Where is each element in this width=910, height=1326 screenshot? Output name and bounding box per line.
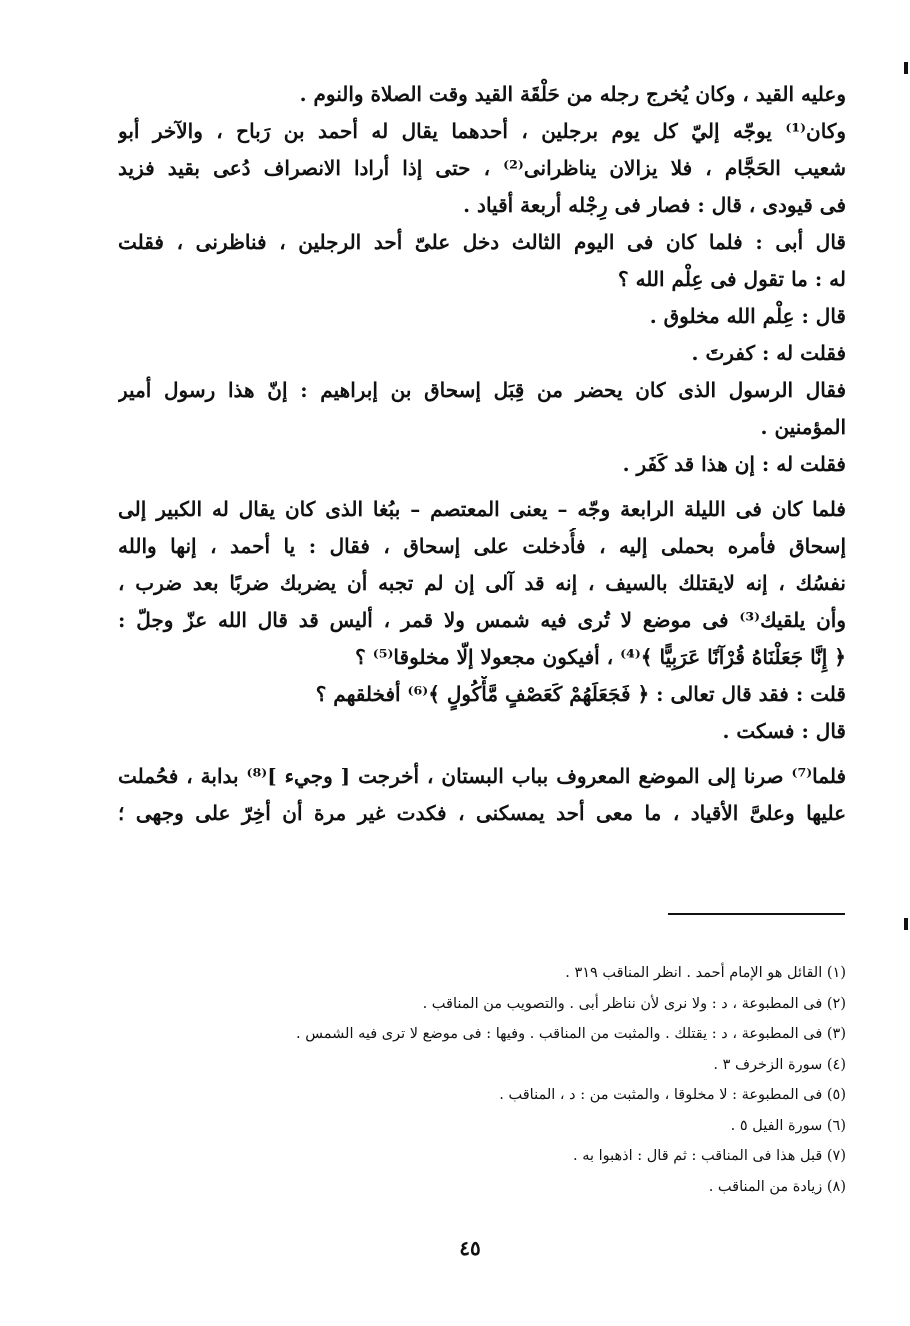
text-line: فلما كان فى الليلة الرابعة وجّه – يعنى المعتصم – ببُغا الذى كان يقال له الكبير إلى <box>118 497 846 521</box>
text-line: وكان⁽¹⁾ يوجّه إليّ كل يوم برجلين ، أحدهما يقال له أحمد بن رَباح ، والآخر أبو <box>118 119 846 143</box>
footnote: (٣) فى المطبوعة ، د : يقتلك . والمثبت من المناقب . وفيها : فى موضع لا ترى فيه الشمس . <box>296 1026 846 1042</box>
text-line: وعليه القيد ، وكان يُخرج رجله من حَلْقَة القيد وقت الصلاة والنوم . <box>299 82 846 106</box>
text-line: قلت : فقد قال تعالى : ﴿ فَجَعَلَهُمْ كَعَصْفٍ مَّأْكُولٍ ﴾⁽⁶⁾ أفخلقهم ؟ <box>315 682 846 706</box>
footnote: (٨) زيادة من المناقب . <box>708 1178 846 1195</box>
text-line: فقلت له : إن هذا قد كَفَر . <box>622 452 846 476</box>
text-line: المؤمنين . <box>760 415 846 439</box>
page-edge-mark <box>904 918 908 930</box>
text-line: نفسُك ، إنه لايقتلك بالسيف ، إنه قد آلى إن لم تجبه أن يضربك ضربًا بعد ضرب ، <box>118 571 846 595</box>
text-line: وأن يلقيك⁽³⁾ فى موضع لا تُرى فيه شمس ولا قمر ، أليس قد قال الله عزّ وجلّ : <box>118 608 846 632</box>
page-number: ٤٥ <box>459 1236 481 1260</box>
footnotes <box>118 958 846 1202</box>
footnote: (٥) فى المطبوعة : لا مخلوقا ، والمثبت من : د ، المناقب . <box>499 1087 846 1103</box>
text-line: قال أبى : فلما كان فى اليوم الثالث دخل علىّ أحد الرجلين ، فناظرنى ، فقلت <box>118 230 846 254</box>
text-line: فقال الرسول الذى كان يحضر من قِبَل إسحاق بن إبراهيم : إنّ هذا رسول أمير <box>118 378 846 402</box>
text-line: قال : فسكت . <box>722 719 846 743</box>
footnote-separator <box>668 913 845 915</box>
footnote: (١) القائل هو الإمام أحمد . انظر المناقب ٣١٩ . <box>565 965 846 981</box>
text-line: فلما⁽⁷⁾ صرنا إلى الموضع المعروف بباب البستان ، أخرجت [ وجيء ]⁽⁸⁾ بدابة ، فحُملت <box>118 764 846 788</box>
text-line: عليها وعلىَّ الأقياد ، ما معى أحد يمسكنى ، فكدت غير مرة أن أخِرّ على وجهى ؛ <box>118 801 846 825</box>
text-line: شعيب الحَجَّام ، فلا يزالان يناظرانى⁽²⁾ ، حتى إذا أرادا الانصراف دُعى بقيد فزيد <box>118 156 846 180</box>
text-line: قال : عِلْم الله مخلوق . <box>649 304 846 328</box>
main-text <box>118 76 846 832</box>
text-line: له : ما تقول فى عِلْم الله ؟ <box>618 267 846 291</box>
footnote: (٤) سورة الزخرف ٣ . <box>713 1056 846 1073</box>
text-line: فى قيودى ، قال : فصار فى رِجْله أربعة أقياد . <box>463 193 846 217</box>
footnote: (٧) قبل هذا فى المناقب : ثم قال : اذهبوا به . <box>573 1148 846 1164</box>
page-edge-mark <box>904 62 908 74</box>
text-line: إسحاق فأمره بحملى إليه ، فأُدخلت على إسحاق ، فقال : يا أحمد ، إنها والله <box>118 534 846 558</box>
footnote: (٦) سورة الفيل ٥ . <box>730 1117 846 1134</box>
text-line: فقلت له : كفرتَ . <box>691 341 846 365</box>
text-line: ﴿ إِنَّا جَعَلْنَاهُ قُرْآنًا عَرَبِيًّا ﴾⁽⁴⁾ ، أفيكون مجعولا إلّا مخلوقا⁽⁵⁾ ؟ <box>355 645 846 669</box>
footnote: (٢) فى المطبوعة ، د : ولا نرى لأن نناظر أبى . والتصويب من المناقب . <box>422 995 846 1012</box>
